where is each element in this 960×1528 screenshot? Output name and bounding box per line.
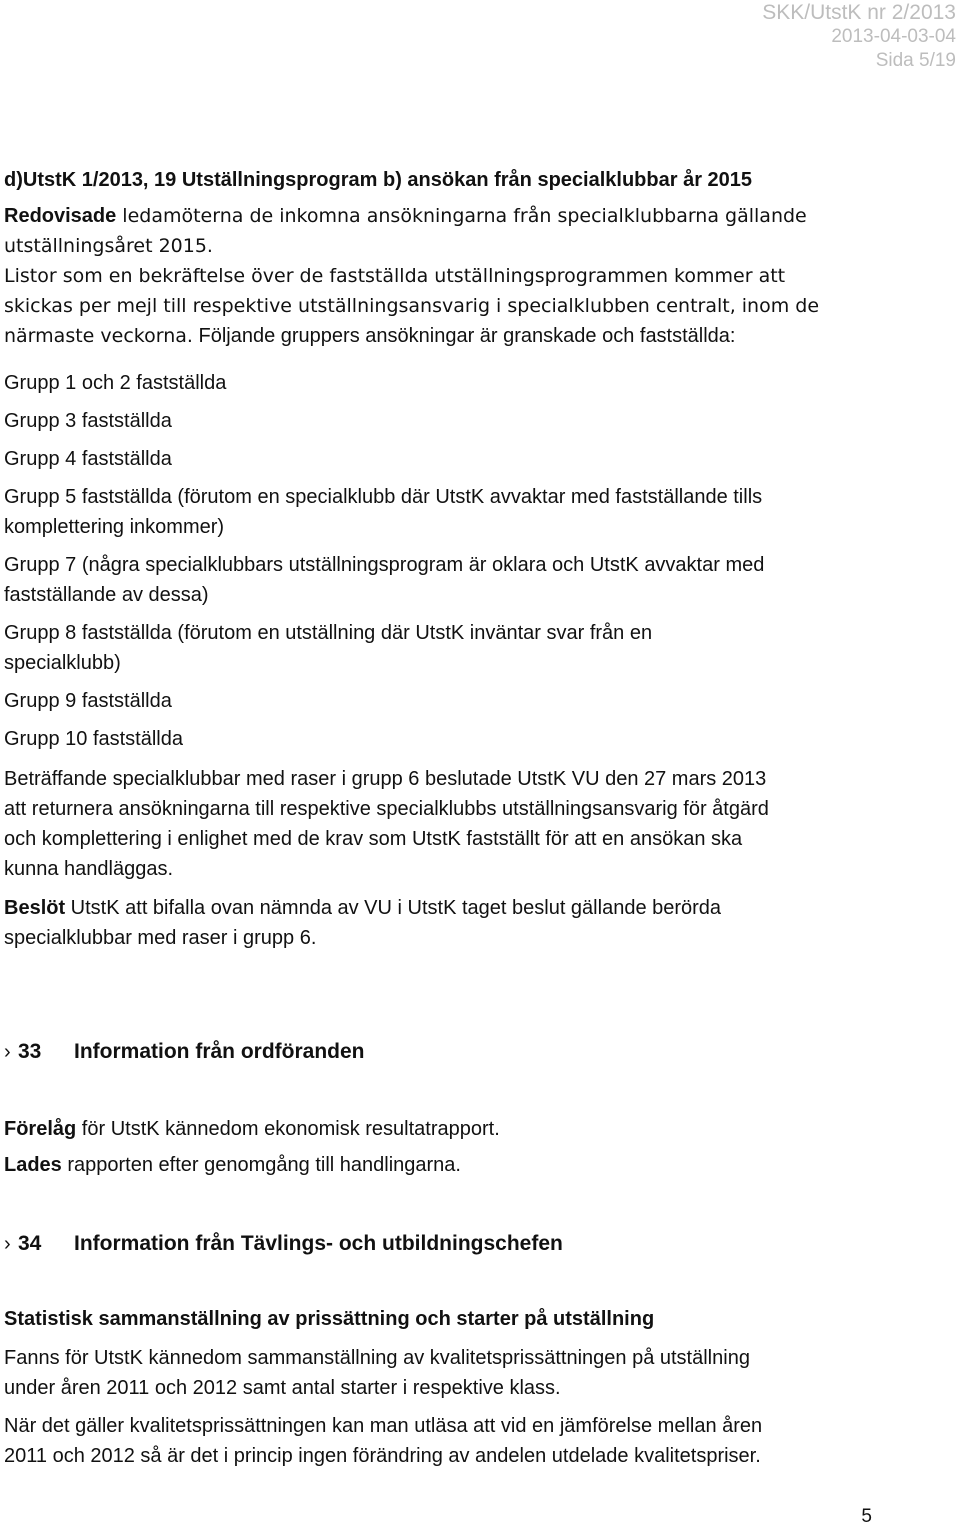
grupp-5-line-2: komplettering inkommer): [4, 516, 225, 538]
grupp-1-2: Grupp 1 och 2 fastställda: [4, 372, 227, 394]
intro-line-1: Redovisade ledamöterna de inkomna ansökningarna från specialklubbarna gällande: [4, 205, 807, 227]
grupp-5-line-1: Grupp 5 fastställda (förutom en specialklubb där UtstK avvaktar med fastställande tills: [4, 486, 763, 508]
forelag-line: Förelåg för UtstK kännedom ekonomisk resultatrapport.: [4, 1118, 500, 1140]
section-33-body: [4, 1114, 954, 1180]
fanns-line-1: Fanns för UtstK kännedom sammanställning av kvalitetsprissättningen på utställning: [4, 1347, 750, 1369]
page-header: [762, 0, 956, 73]
grupp-10: Grupp 10 fastställda: [4, 728, 183, 750]
grupp-7-line-2: fastställande av dessa): [4, 584, 209, 606]
section-d-title: d)UtstK 1/2013, 19 Utställningsprogram b) ansökan från specialklubbar år 2015: [4, 169, 753, 191]
fanns-line-2: under åren 2011 och 2012 samt antal starter i respektive klass.: [4, 1377, 561, 1399]
statistik-subheading: Statistisk sammanställning av prissättning och starter på utställning: [4, 1308, 655, 1330]
grupp-list: [4, 368, 954, 754]
nar-paragraph: [4, 1411, 954, 1471]
betraffande-line-2: att returnera ansökningarna till respektive specialklubbs utställningsansvarig för åtgärd: [4, 798, 769, 820]
document-id: SKK/UtstK nr 2/2013: [762, 1, 956, 24]
beslot-paragraph: [4, 893, 954, 953]
page-number: 5: [861, 1506, 872, 1527]
page-indicator: Sida 5/19: [875, 50, 956, 71]
listor-line-3: närmaste veckorna. Följande gruppers ansökningar är granskade och fastställda:: [4, 325, 736, 347]
grupp-9: Grupp 9 fastställda: [4, 690, 172, 712]
section-34-number: 34: [18, 1232, 42, 1255]
section-d-intro: [4, 201, 954, 351]
section-33-heading: [4, 1037, 365, 1067]
grupp-7-line-1: Grupp 7 (några specialklubbars utställningsprogram är oklara och UtstK avvaktar med: [4, 554, 765, 576]
betraffande-line-4: kunna handläggas.: [4, 858, 174, 880]
grupp-8-line-1: Grupp 8 fastställda (förutom en utställning där UtstK inväntar svar från en: [4, 622, 653, 644]
betraffande-line-1: Beträffande specialklubbar med raser i grupp 6 beslutade UtstK VU den 27 mars 2013: [4, 768, 767, 790]
nar-line-2: 2011 och 2012 så är det i princip ingen förändring av andelen utdelade kvalitetspriser.: [4, 1445, 761, 1467]
section-34-title: Information från Tävlings- och utbildningschefen: [74, 1232, 563, 1255]
heading-marker: ›: [4, 1041, 11, 1063]
intro-line-2: utställningsåret 2015.: [4, 235, 213, 257]
grupp-8-line-2: specialklubb): [4, 652, 121, 674]
listor-line-1: Listor som en bekräftelse över de fastställda utställningsprogrammen kommer att: [4, 265, 786, 287]
betraffande-paragraph: [4, 764, 954, 884]
listor-line-2: skickas per mejl till respektive utställningsansvarig i specialklubben centralt, inom de: [4, 295, 820, 317]
document-date: 2013-04-03-04: [831, 26, 956, 47]
section-34-heading: [4, 1229, 563, 1259]
grupp-4: Grupp 4 fastställda: [4, 448, 172, 470]
heading-marker: ›: [4, 1233, 11, 1255]
section-33-title: Information från ordföranden: [74, 1040, 365, 1063]
beslot-line-2: specialklubbar med raser i grupp 6.: [4, 927, 317, 949]
fanns-paragraph: [4, 1343, 954, 1403]
section-33-number: 33: [18, 1040, 42, 1063]
lades-line: Lades rapporten efter genomgång till handlingarna.: [4, 1154, 461, 1176]
beslot-line-1: Beslöt UtstK att bifalla ovan nämnda av VU i UtstK taget beslut gällande berörda: [4, 897, 722, 919]
betraffande-line-3: och komplettering i enlighet med de krav som UtstK fastställt för att en ansökan ska: [4, 828, 743, 850]
grupp-3: Grupp 3 fastställda: [4, 410, 172, 432]
nar-line-1: När det gäller kvalitetsprissättningen kan man utläsa att vid en jämförelse mellan åren: [4, 1415, 763, 1437]
